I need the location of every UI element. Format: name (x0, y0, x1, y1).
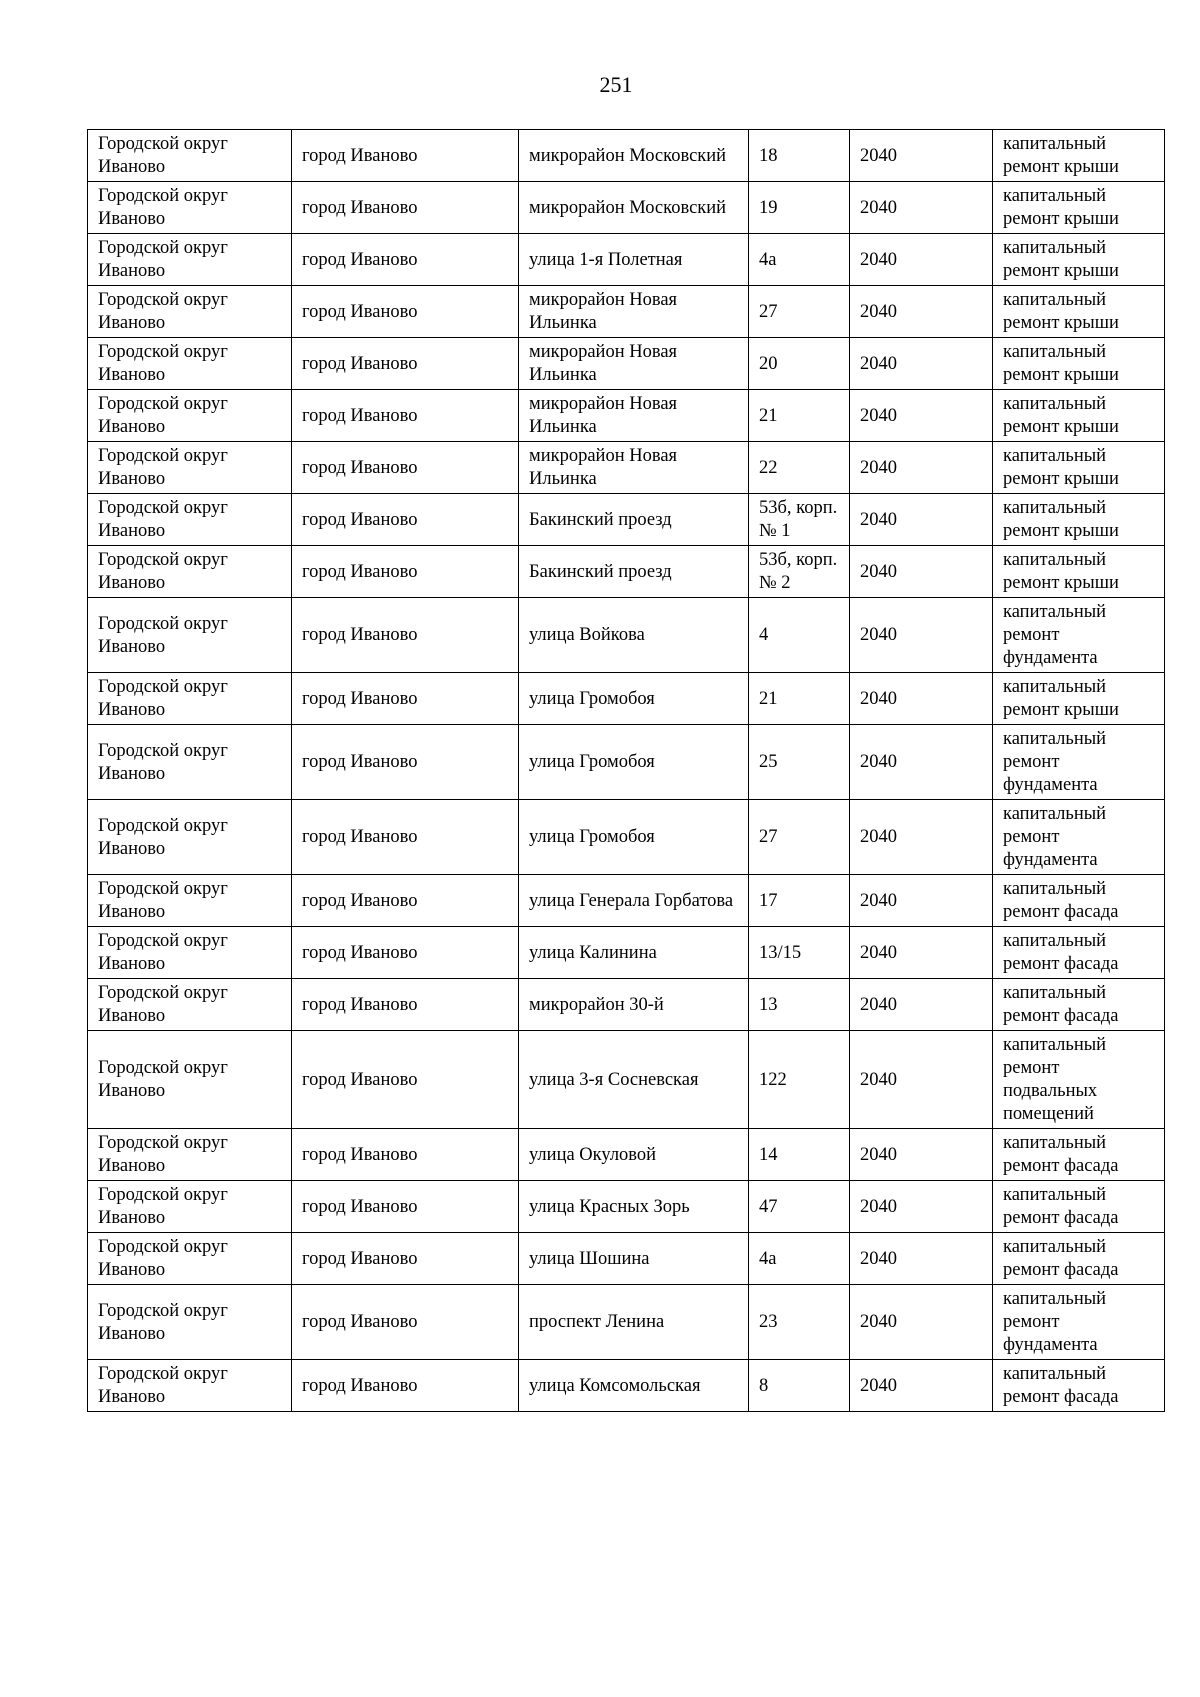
table-row (88, 598, 1165, 673)
work-type-cell: капитальный ремонт фасада (993, 875, 1165, 927)
year-cell: 2040 (850, 875, 993, 927)
house-number-cell: 21 (749, 390, 850, 442)
work-type-cell: капитальный ремонт фундамента (993, 598, 1165, 673)
city-cell: город Иваново (292, 800, 519, 875)
work-type-cell: капитальный ремонт крыши (993, 286, 1165, 338)
house-number-cell: 21 (749, 673, 850, 725)
street-cell: улица Калинина (519, 927, 749, 979)
street-cell: улица 3-я Сосневская (519, 1031, 749, 1129)
city-cell: город Иваново (292, 598, 519, 673)
year-cell: 2040 (850, 1031, 993, 1129)
table-row (88, 800, 1165, 875)
city-cell: город Иваново (292, 442, 519, 494)
city-cell: город Иваново (292, 1360, 519, 1412)
district-cell: Городской округ Иваново (88, 546, 292, 598)
street-cell: Бакинский проезд (519, 546, 749, 598)
year-cell: 2040 (850, 494, 993, 546)
street-cell: улица Красных Зорь (519, 1181, 749, 1233)
city-cell: город Иваново (292, 390, 519, 442)
street-cell: микрорайон Московский (519, 130, 749, 182)
work-type-cell: капитальный ремонт крыши (993, 182, 1165, 234)
house-number-cell: 53б, корп. № 1 (749, 494, 850, 546)
street-cell: улица Шошина (519, 1233, 749, 1285)
district-cell: Городской округ Иваново (88, 338, 292, 390)
street-cell: улица Громобоя (519, 673, 749, 725)
house-number-cell: 27 (749, 800, 850, 875)
table-row (88, 130, 1165, 182)
year-cell: 2040 (850, 598, 993, 673)
work-type-cell: капитальный ремонт подвальных помещений (993, 1031, 1165, 1129)
year-cell: 2040 (850, 673, 993, 725)
district-cell: Городской округ Иваново (88, 875, 292, 927)
street-cell: Бакинский проезд (519, 494, 749, 546)
house-number-cell: 18 (749, 130, 850, 182)
street-cell: проспект Ленина (519, 1285, 749, 1360)
work-type-cell: капитальный ремонт крыши (993, 442, 1165, 494)
year-cell: 2040 (850, 800, 993, 875)
table-row (88, 1233, 1165, 1285)
house-number-cell: 4а (749, 1233, 850, 1285)
district-cell: Городской округ Иваново (88, 800, 292, 875)
district-cell: Городской округ Иваново (88, 979, 292, 1031)
district-cell: Городской округ Иваново (88, 725, 292, 800)
street-cell: улица Войкова (519, 598, 749, 673)
work-type-cell: капитальный ремонт крыши (993, 234, 1165, 286)
work-type-cell: капитальный ремонт фундамента (993, 725, 1165, 800)
district-cell: Городской округ Иваново (88, 673, 292, 725)
year-cell: 2040 (850, 1181, 993, 1233)
table-row (88, 1129, 1165, 1181)
house-number-cell: 13/15 (749, 927, 850, 979)
year-cell: 2040 (850, 338, 993, 390)
district-cell: Городской округ Иваново (88, 1129, 292, 1181)
page-number: 251 (599, 72, 633, 97)
city-cell: город Иваново (292, 338, 519, 390)
district-cell: Городской округ Иваново (88, 1285, 292, 1360)
district-cell: Городской округ Иваново (88, 130, 292, 182)
year-cell: 2040 (850, 1129, 993, 1181)
district-cell: Городской округ Иваново (88, 1181, 292, 1233)
work-type-cell: капитальный ремонт крыши (993, 130, 1165, 182)
work-type-cell: капитальный ремонт крыши (993, 494, 1165, 546)
table-row (88, 234, 1165, 286)
work-type-cell: капитальный ремонт крыши (993, 673, 1165, 725)
district-cell: Городской округ Иваново (88, 286, 292, 338)
work-type-cell: капитальный ремонт фундамента (993, 800, 1165, 875)
house-number-cell: 4 (749, 598, 850, 673)
year-cell: 2040 (850, 390, 993, 442)
house-number-cell: 20 (749, 338, 850, 390)
year-cell: 2040 (850, 1285, 993, 1360)
year-cell: 2040 (850, 130, 993, 182)
city-cell: город Иваново (292, 130, 519, 182)
table-row (88, 546, 1165, 598)
street-cell: микрорайон Московский (519, 182, 749, 234)
district-cell: Городской округ Иваново (88, 1031, 292, 1129)
work-type-cell: капитальный ремонт фасада (993, 1233, 1165, 1285)
year-cell: 2040 (850, 234, 993, 286)
city-cell: город Иваново (292, 234, 519, 286)
table-row (88, 1031, 1165, 1129)
district-cell: Городской округ Иваново (88, 1360, 292, 1412)
house-number-cell: 22 (749, 442, 850, 494)
city-cell: город Иваново (292, 1233, 519, 1285)
city-cell: город Иваново (292, 875, 519, 927)
work-type-cell: капитальный ремонт крыши (993, 390, 1165, 442)
street-cell: улица Комсомольская (519, 1360, 749, 1412)
city-cell: город Иваново (292, 182, 519, 234)
year-cell: 2040 (850, 442, 993, 494)
district-cell: Городской округ Иваново (88, 1233, 292, 1285)
house-number-cell: 4а (749, 234, 850, 286)
district-cell: Городской округ Иваново (88, 927, 292, 979)
table-body (88, 130, 1165, 1412)
district-cell: Городской округ Иваново (88, 598, 292, 673)
house-number-cell: 27 (749, 286, 850, 338)
city-cell: город Иваново (292, 494, 519, 546)
table-row (88, 390, 1165, 442)
work-type-cell: капитальный ремонт фасада (993, 979, 1165, 1031)
house-number-cell: 23 (749, 1285, 850, 1360)
district-cell: Городской округ Иваново (88, 182, 292, 234)
work-type-cell: капитальный ремонт фасада (993, 927, 1165, 979)
city-cell: город Иваново (292, 1285, 519, 1360)
work-type-cell: капитальный ремонт фасада (993, 1360, 1165, 1412)
street-cell: улица Громобоя (519, 725, 749, 800)
house-number-cell: 13 (749, 979, 850, 1031)
table-row (88, 1285, 1165, 1360)
house-number-cell: 14 (749, 1129, 850, 1181)
year-cell: 2040 (850, 546, 993, 598)
district-cell: Городской округ Иваново (88, 390, 292, 442)
house-number-cell: 17 (749, 875, 850, 927)
table-row (88, 875, 1165, 927)
house-number-cell: 47 (749, 1181, 850, 1233)
city-cell: город Иваново (292, 286, 519, 338)
city-cell: город Иваново (292, 673, 519, 725)
building-repair-table (87, 129, 1165, 1412)
year-cell: 2040 (850, 1360, 993, 1412)
district-cell: Городской округ Иваново (88, 234, 292, 286)
work-type-cell: капитальный ремонт фасада (993, 1181, 1165, 1233)
year-cell: 2040 (850, 927, 993, 979)
city-cell: город Иваново (292, 927, 519, 979)
work-type-cell: капитальный ремонт фундамента (993, 1285, 1165, 1360)
street-cell: улица Окуловой (519, 1129, 749, 1181)
street-cell: микрорайон Новая Ильинка (519, 286, 749, 338)
table-row (88, 927, 1165, 979)
table-row (88, 1360, 1165, 1412)
table-row (88, 494, 1165, 546)
table-row (88, 979, 1165, 1031)
year-cell: 2040 (850, 1233, 993, 1285)
city-cell: город Иваново (292, 546, 519, 598)
city-cell: город Иваново (292, 725, 519, 800)
city-cell: город Иваново (292, 1181, 519, 1233)
district-cell: Городской округ Иваново (88, 442, 292, 494)
street-cell: улица Громобоя (519, 800, 749, 875)
house-number-cell: 8 (749, 1360, 850, 1412)
table-row (88, 442, 1165, 494)
year-cell: 2040 (850, 182, 993, 234)
table-row (88, 725, 1165, 800)
work-type-cell: капитальный ремонт фасада (993, 1129, 1165, 1181)
street-cell: улица 1-я Полетная (519, 234, 749, 286)
house-number-cell: 122 (749, 1031, 850, 1129)
table-row (88, 182, 1165, 234)
street-cell: микрорайон Новая Ильинка (519, 390, 749, 442)
work-type-cell: капитальный ремонт крыши (993, 546, 1165, 598)
table-row (88, 1181, 1165, 1233)
house-number-cell: 53б, корп. № 2 (749, 546, 850, 598)
street-cell: микрорайон Новая Ильинка (519, 442, 749, 494)
year-cell: 2040 (850, 979, 993, 1031)
work-type-cell: капитальный ремонт крыши (993, 338, 1165, 390)
city-cell: город Иваново (292, 1129, 519, 1181)
street-cell: улица Генерала Горбатова (519, 875, 749, 927)
city-cell: город Иваново (292, 979, 519, 1031)
district-cell: Городской округ Иваново (88, 494, 292, 546)
table-row (88, 338, 1165, 390)
year-cell: 2040 (850, 286, 993, 338)
street-cell: микрорайон Новая Ильинка (519, 338, 749, 390)
city-cell: город Иваново (292, 1031, 519, 1129)
street-cell: микрорайон 30-й (519, 979, 749, 1031)
house-number-cell: 19 (749, 182, 850, 234)
house-number-cell: 25 (749, 725, 850, 800)
table-row (88, 673, 1165, 725)
table-row (88, 286, 1165, 338)
year-cell: 2040 (850, 725, 993, 800)
